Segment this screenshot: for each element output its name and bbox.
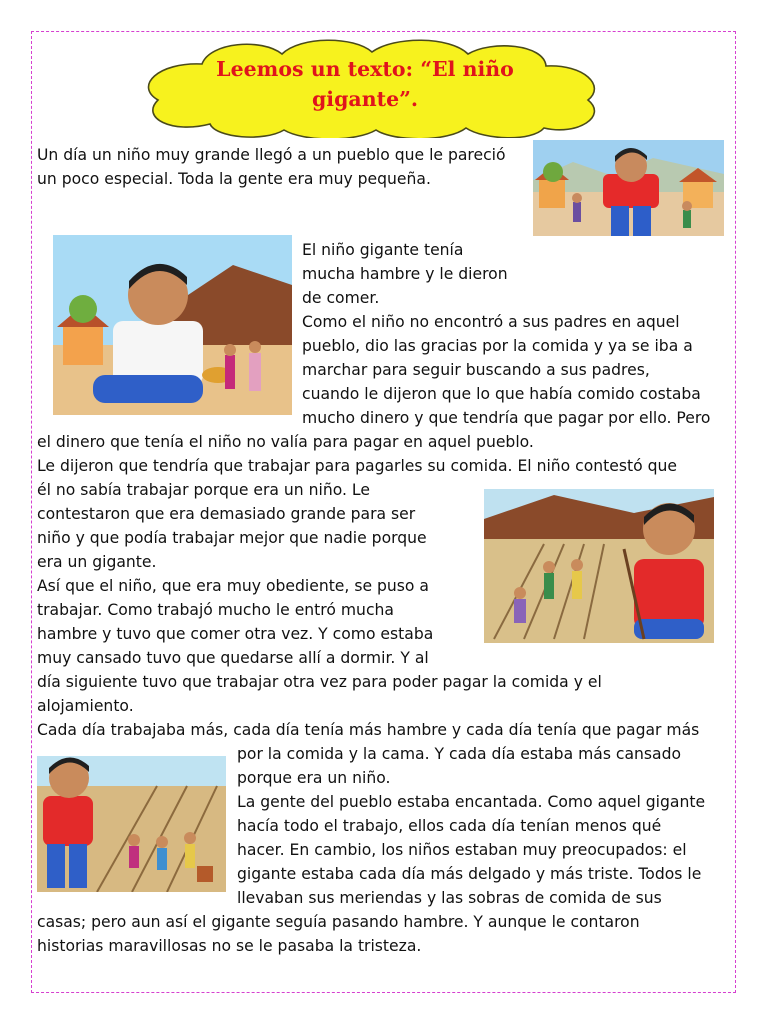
story-line: mucha hambre y le dieron [302, 265, 508, 283]
story-line: hacer. En cambio, los niños estaban muy preocupados: el [237, 841, 687, 859]
story-line: marchar para seguir buscando a sus padres, [302, 361, 650, 379]
story-line: de comer. [302, 289, 380, 307]
story-line: Le dijeron que tendría que trabajar para pagarles su comida. El niño contestó que [37, 457, 677, 475]
story-line: pueblo, dio las gracias por la comida y ya se iba a [302, 337, 693, 355]
story-line: Como el niño no encontró a sus padres en aquel [302, 313, 680, 331]
story-line: hambre y tuvo que comer otra vez. Y como estaba [37, 625, 434, 643]
title-line: gigante”. [311, 87, 419, 111]
story-line: el dinero que tenía el niño no valía para pagar en aquel pueblo. [37, 433, 534, 451]
story-line: La gente del pueblo estaba encantada. Como aquel gigante [237, 793, 706, 811]
story-line: cuando le dijeron que lo que había comido costaba [302, 385, 701, 403]
story-line: por la comida y la cama. Y cada día estaba más cansado [237, 745, 682, 763]
story-line: El niño gigante tenía [302, 241, 464, 259]
story-line: Un día un niño muy grande llegó a un pueblo que le pareció [37, 146, 506, 164]
story-line: contestaron que era demasiado grande para ser [37, 505, 416, 523]
giant-boy-in-field-with-children-illustration [37, 756, 226, 892]
title-line: Leemos un texto: “El niño [216, 57, 514, 81]
giant-boy-walking-into-village-illustration [533, 140, 724, 236]
story-line: llevaban sus meriendas y las sobras de comida de sus [237, 889, 662, 907]
story-line: casas; pero aun así el gigante seguía pasando hambre. Y aunque le contaron [37, 913, 640, 931]
story-line: alojamiento. [37, 697, 134, 715]
story-line: un poco especial. Toda la gente era muy pequeña. [37, 170, 431, 188]
story-line: Así que el niño, que era muy obediente, se puso a [37, 577, 429, 595]
story-line: Cada día trabajaba más, cada día tenía más hambre y cada día tenía que pagar más [37, 721, 700, 739]
story-line: gigante estaba cada día más delgado y más triste. Todos le [237, 865, 702, 883]
story-line: historias maravillosas no se le pasaba la tristeza. [37, 937, 422, 955]
page-title [200, 54, 530, 114]
story-line: muy cansado tuvo que quedarse allí a dormir. Y al [37, 649, 429, 667]
giant-boy-working-in-field-illustration [484, 489, 714, 643]
story-line: era un gigante. [37, 553, 157, 571]
story-line: mucho dinero y que tendría que pagar por ello. Pero [302, 409, 711, 427]
story-line: trabajar. Como trabajó mucho le entró mucha [37, 601, 394, 619]
story-line: hacía todo el trabajo, ellos cada día tenían menos qué [237, 817, 662, 835]
story-line: él no sabía trabajar porque era un niño. Le [37, 481, 370, 499]
giant-boy-eating-with-villagers-illustration [53, 235, 292, 415]
story-line: porque era un niño. [237, 769, 391, 787]
story-line: niño y que podía trabajar mejor que nadie porque [37, 529, 427, 547]
story-line: día siguiente tuvo que trabajar otra vez para poder pagar la comida y el [37, 673, 602, 691]
